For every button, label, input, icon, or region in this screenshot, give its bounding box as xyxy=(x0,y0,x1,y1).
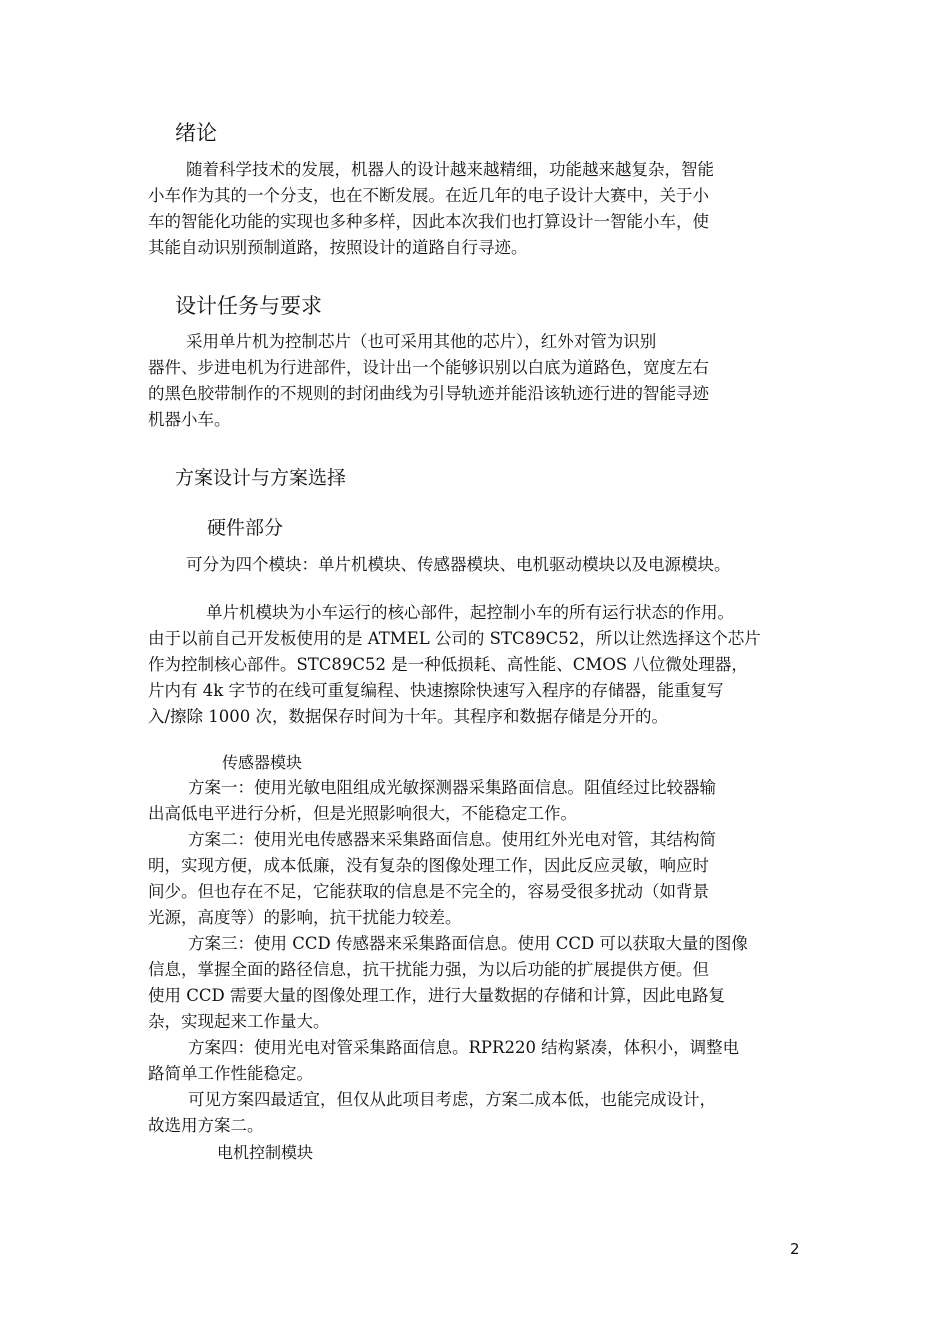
text-line: 作为控制核心部件。STC89C52 是一种低损耗、高性能、CMOS 八位微处理器， xyxy=(148,655,748,674)
text-line: 光源，高度等）的影响，抗干扰能力较差。 xyxy=(148,908,462,927)
text-line: 可分为四个模块：单片机模块、传感器模块、电机驱动模块以及电源模块。 xyxy=(186,555,731,574)
text-line: 使用 CCD 需要大量的图像处理工作，进行大量数据的存储和计算，因此电路复 xyxy=(148,986,725,1005)
text-line: 车的智能化功能的实现也多种多样，因此本次我们也打算设计一智能小车，使 xyxy=(148,212,709,231)
paragraph-hardware-intro xyxy=(186,552,826,578)
text-line: 明，实现方便，成本低廉，没有复杂的图像处理工作，因此反应灵敏，响应时 xyxy=(148,856,709,875)
heading-intro: 绪论 xyxy=(175,121,217,145)
text-line: 其能自动识别预制道路，按照设计的道路自行寻迹。 xyxy=(148,238,528,257)
heading-sensor: 传感器模块 xyxy=(222,753,303,772)
text-line: 信息，掌握全面的路径信息，抗干扰能力强，为以后功能的扩展提供方便。但 xyxy=(148,960,709,979)
heading-task: 设计任务与要求 xyxy=(175,294,322,318)
text-line: 方案四：使用光电对管采集路面信息。RPR220 结构紧凑，体积小，调整电 xyxy=(188,1038,740,1057)
text-line: 可见方案四最适宜，但仅从此项目考虑，方案二成本低，也能完成设计， xyxy=(188,1090,716,1109)
text-line: 的黑色胶带制作的不规则的封闭曲线为引导轨迹并能沿该轨迹行进的智能寻迹 xyxy=(148,384,709,403)
text-line: 片内有 4k 字节的在线可重复编程、快速擦除快速写入程序的存储器，能重复写 xyxy=(148,681,724,700)
text-line: 间少。但也存在不足，它能获取的信息是不完全的，容易受很多扰动（如背景 xyxy=(148,882,709,901)
text-line: 出高低电平进行分析，但是光照影响很大，不能稳定工作。 xyxy=(148,804,577,823)
text-line: 随着科学技术的发展，机器人的设计越来越精细，功能越来越复杂，智能 xyxy=(186,160,714,179)
heading-motor: 电机控制模块 xyxy=(217,1143,314,1162)
paragraph-mcu xyxy=(148,600,818,730)
text-line: 故选用方案二。 xyxy=(148,1116,264,1135)
text-line: 路简单工作性能稳定。 xyxy=(148,1064,313,1083)
heading-hardware: 硬件部分 xyxy=(207,517,284,539)
text-line: 方案一：使用光敏电阻组成光敏探测器采集路面信息。阻值经过比较器输 xyxy=(188,778,716,797)
text-line: 方案三：使用 CCD 传感器来采集路面信息。使用 CCD 可以获取大量的图像 xyxy=(188,934,748,953)
heading-scheme: 方案设计与方案选择 xyxy=(175,467,347,489)
paragraph-intro xyxy=(148,157,818,261)
page-number: 2 xyxy=(790,1240,800,1258)
text-line: 小车作为其的一个分支，也在不断发展。在近几年的电子设计大赛中，关于小 xyxy=(148,186,709,205)
text-line: 方案二：使用光电传感器来采集路面信息。使用红外光电对管，其结构简 xyxy=(188,830,716,849)
text-line: 入/擦除 1000 次，数据保存时间为十年。其程序和数据存储是分开的。 xyxy=(148,707,669,726)
text-line: 机器小车。 xyxy=(148,410,231,429)
paragraph-sensor xyxy=(148,775,818,1139)
text-line: 由于以前自己开发板使用的是 ATMEL 公司的 STC89C52，所以让然选择这个芯片 xyxy=(148,629,761,648)
text-line: 采用单片机为控制芯片（也可采用其他的芯片），红外对管为识别 xyxy=(186,332,657,351)
text-line: 单片机模块为小车运行的核心部件，起控制小车的所有运行状态的作用。 xyxy=(206,603,734,622)
text-line: 器件、步进电机为行进部件，设计出一个能够识别以白底为道路色，宽度左右 xyxy=(148,358,709,377)
paragraph-task xyxy=(148,329,818,433)
text-line: 杂，实现起来工作量大。 xyxy=(148,1012,330,1031)
